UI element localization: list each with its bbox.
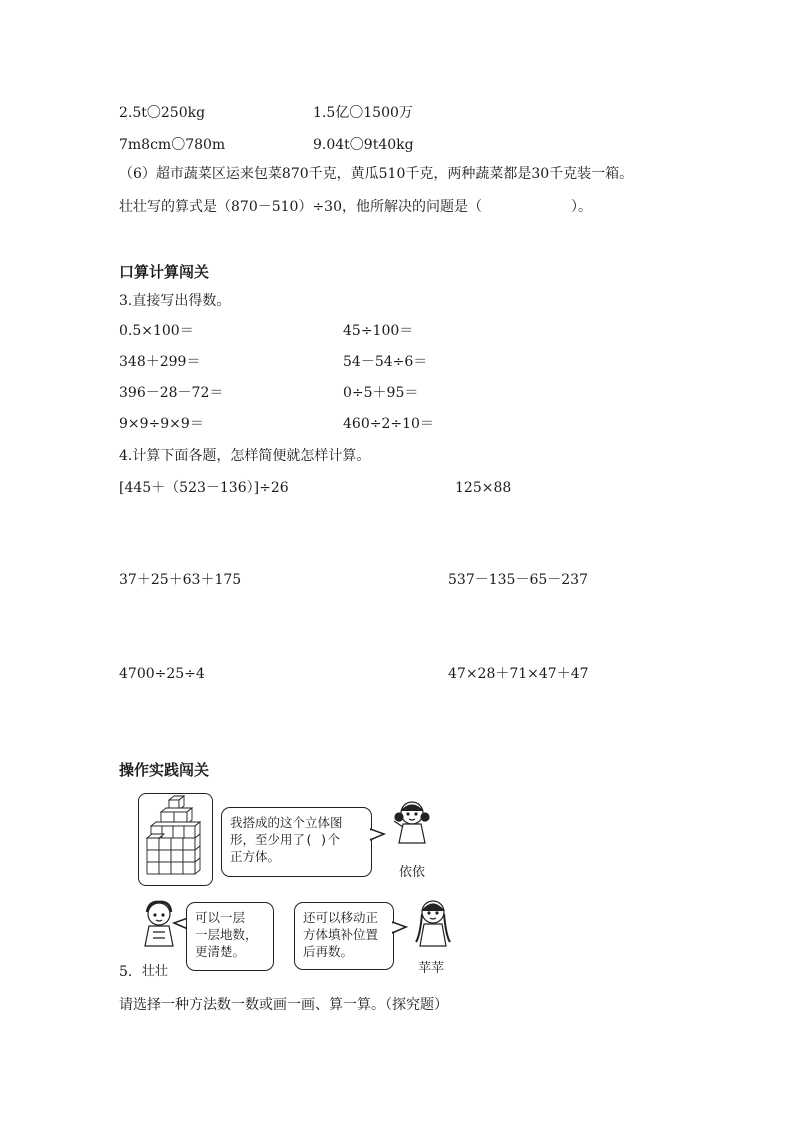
question-3-title: 3.直接写出得数。 — [119, 293, 231, 309]
character-name-zhuangzhuang: 壮壮 — [142, 964, 169, 979]
oral-item: 9×9÷9×9＝ — [119, 416, 204, 432]
cube-stack-figure — [138, 793, 213, 886]
oral-item: 45÷100＝ — [343, 323, 414, 339]
oral-item: 0.5×100＝ — [119, 323, 194, 339]
question-4-title: 4.计算下面各题，怎样简便就怎样计算。 — [119, 448, 371, 464]
section-heading-oral: 口算计算闯关 — [119, 263, 210, 281]
compare-item: 1.5亿〇1500万 — [313, 105, 413, 121]
speech-bubble-yiyi — [221, 807, 372, 877]
character-name-yiyi: 依依 — [399, 865, 426, 880]
oral-item: 348＋299＝ — [119, 354, 201, 370]
oral-item: 460÷2÷10＝ — [343, 416, 434, 432]
bubble-line: 还可以移动正 — [303, 910, 379, 925]
bubble-line: 可以一层 — [195, 910, 246, 925]
bubble-tail — [370, 828, 386, 842]
bubble-tail — [392, 921, 408, 935]
oral-item: 0÷5＋95＝ — [343, 385, 419, 401]
bubble-line: 形，至少用了( )个 — [230, 832, 341, 847]
bubble-line: 一层地数， — [195, 927, 258, 942]
bubble-line: 正方体。 — [230, 849, 281, 864]
calc-item: [445＋（523－136）]÷26 — [119, 480, 289, 496]
compare-item: 2.5t〇250kg — [119, 105, 206, 121]
calc-item: 4700÷25÷4 — [119, 666, 205, 682]
character-name-pingping: 苹苹 — [418, 961, 445, 976]
bubble-line: 后再数。 — [303, 944, 354, 959]
bubble-line: 我搭成的这个立体图 — [230, 815, 343, 830]
girl-pingping-icon — [410, 896, 456, 956]
cube-stack-icon — [139, 794, 211, 884]
speech-bubble-pingping — [294, 902, 394, 970]
calc-item: 47×28＋71×47＋47 — [448, 666, 589, 682]
bubble-line: 方体填补位置 — [303, 927, 379, 942]
section-heading-practice: 操作实践闯关 — [119, 761, 210, 779]
girl-yiyi-icon — [390, 797, 434, 845]
question-6-line2: 壮壮写的算式是（870－510）÷30，他所解决的问题是（ ）。 — [119, 199, 592, 215]
compare-item: 7m8cm〇780m — [119, 137, 226, 153]
question-5-instruction: 请选择一种方法数一数或画一画、算一算。（探究题） — [119, 997, 448, 1013]
calc-item: 537－135－65－237 — [448, 572, 588, 588]
speech-bubble-zhuangzhuang — [186, 902, 274, 971]
question-5-number: 5. — [119, 964, 133, 980]
oral-item: 396－28－72＝ — [119, 385, 224, 401]
calc-item: 37＋25＋63＋175 — [119, 572, 242, 588]
oral-item: 54－54÷6＝ — [343, 354, 428, 370]
compare-item: 9.04t〇9t40kg — [313, 137, 414, 153]
bubble-line: 更清楚。 — [195, 944, 246, 959]
question-6-line1: （6）超市蔬菜区运来包菜870千克，黄瓜510千克，两种蔬菜都是30千克装一箱。 — [119, 166, 634, 182]
calc-item: 125×88 — [455, 480, 512, 496]
